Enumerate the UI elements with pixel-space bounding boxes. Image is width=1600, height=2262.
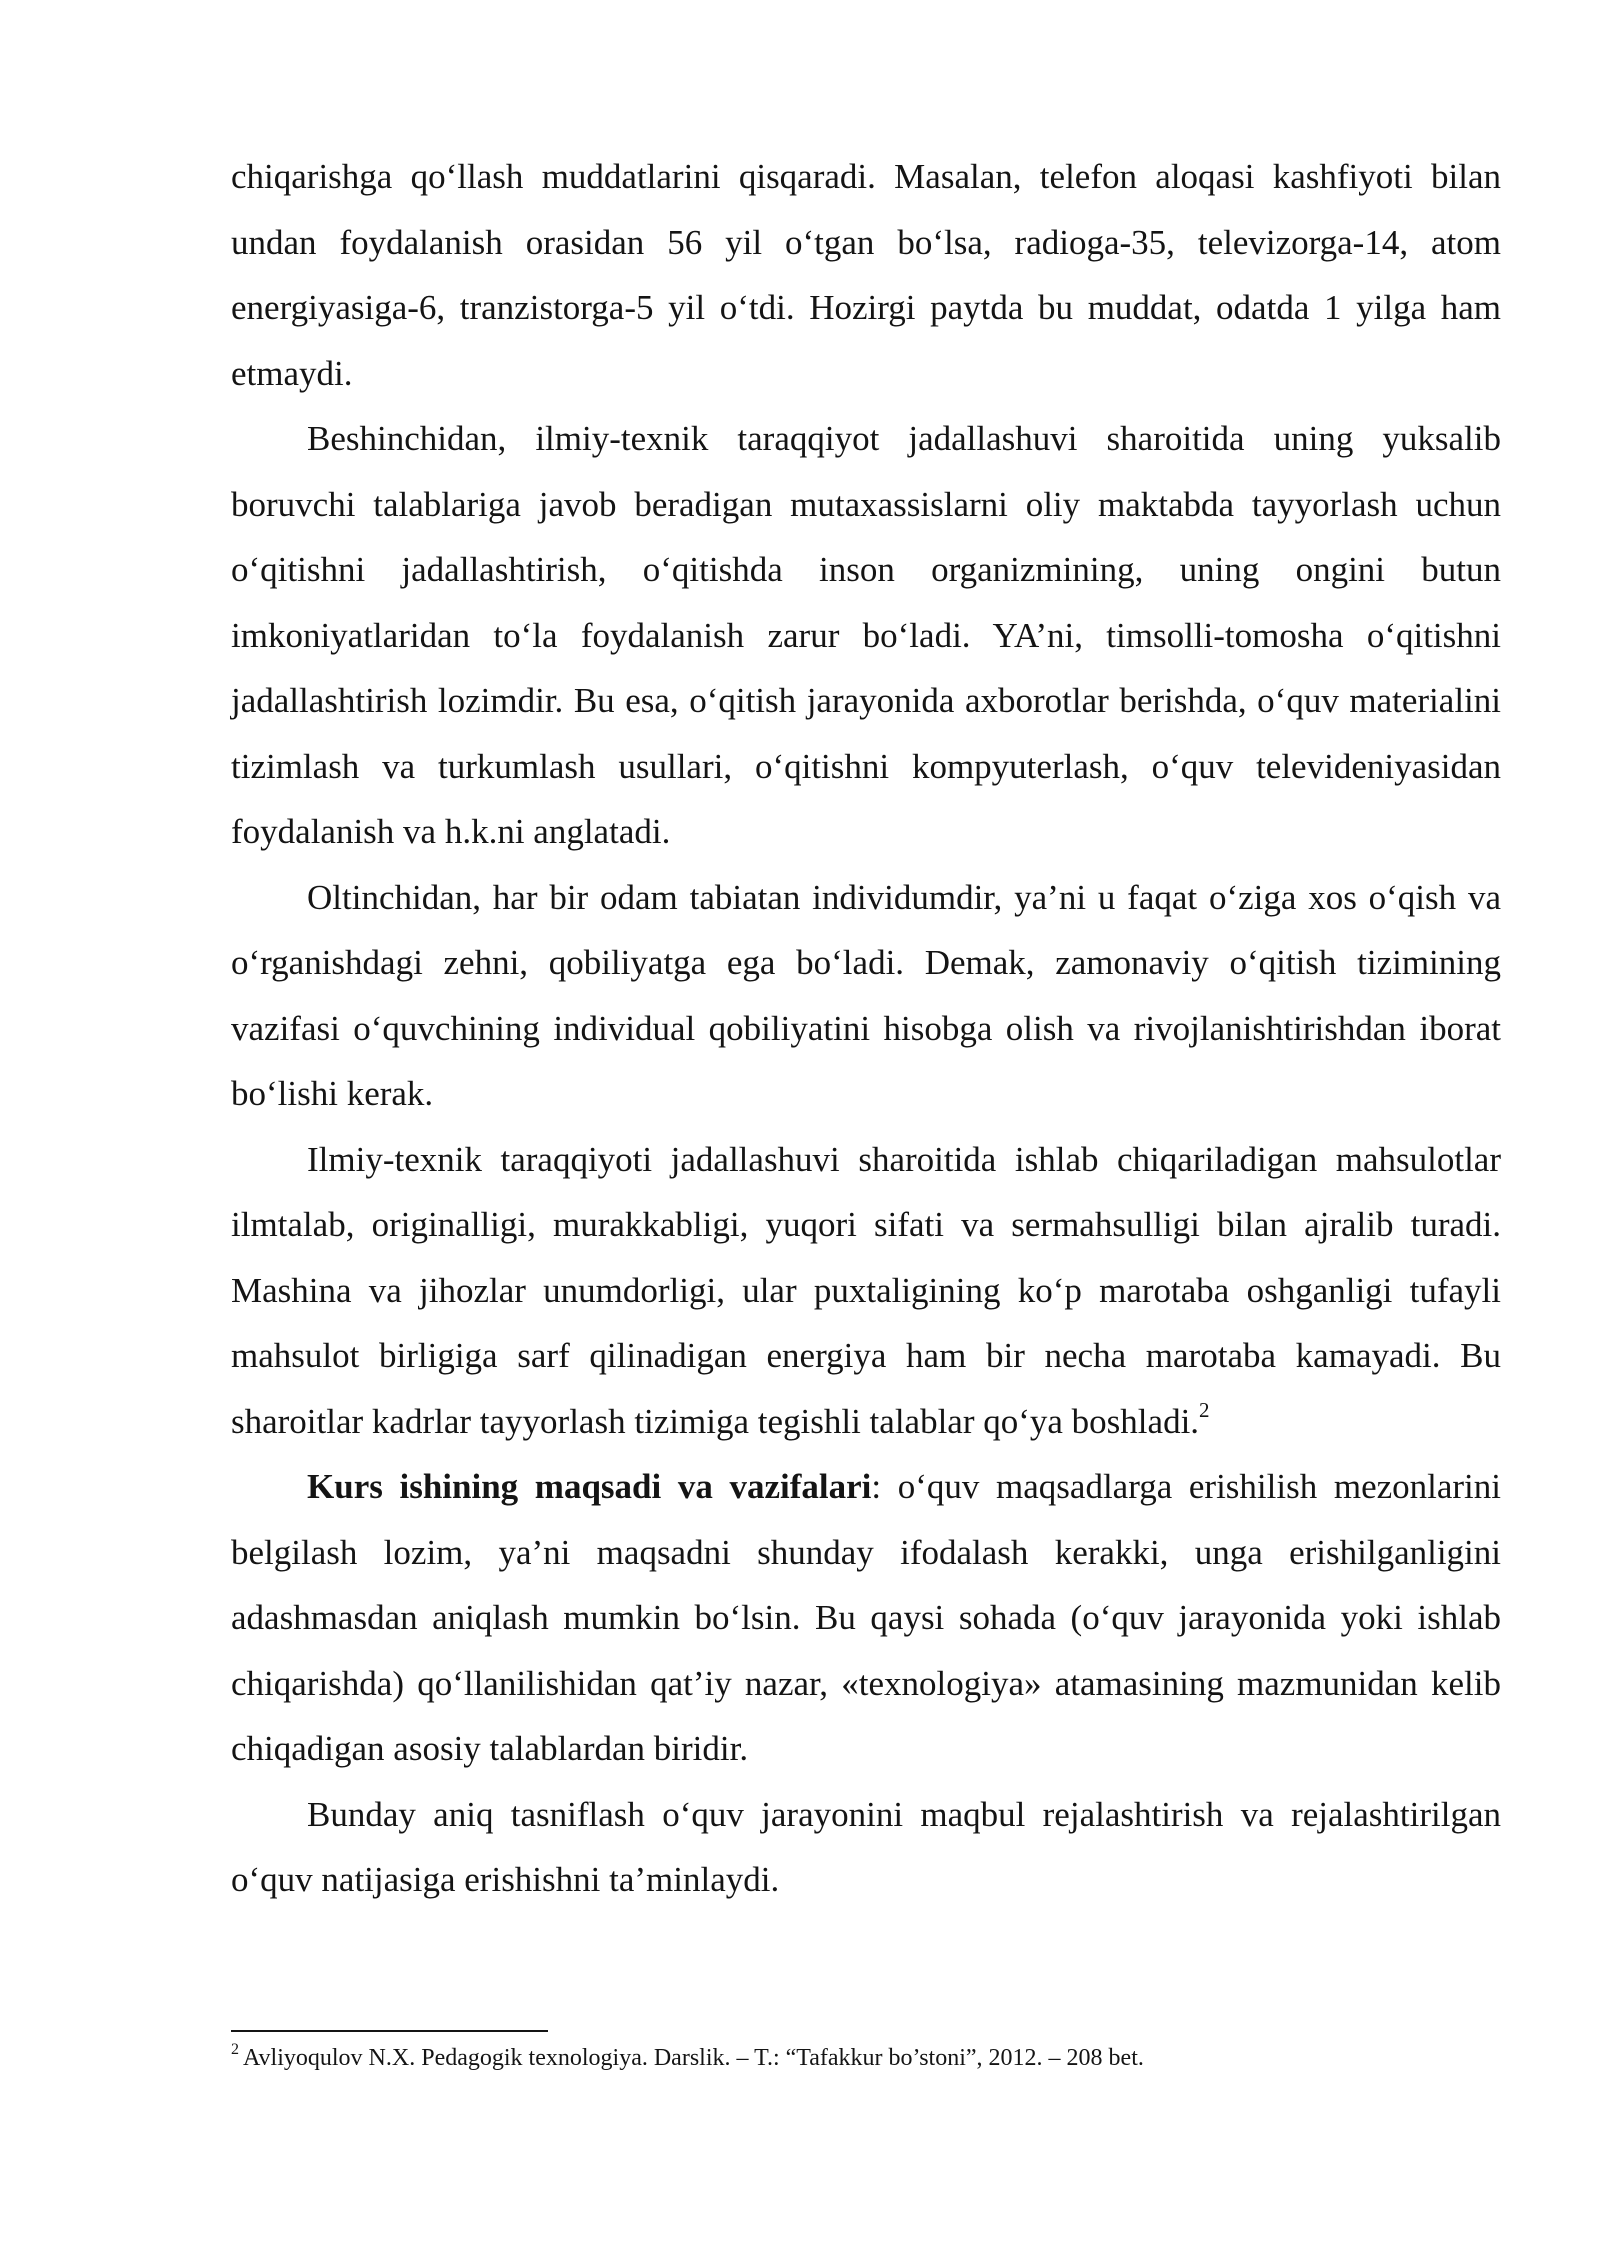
footnote-number: 2 [231, 2041, 239, 2058]
paragraph-text: chiqarishga qo‘llash muddatlarini qisqaradi. Masalan, telefon aloqasi kashfiyoti bilan undan foydalanish orasidan 56 yil o‘tgan bo‘lsa, radioga-35, televizorga-14, atom energiyasiga-6, tranzistorga-5 yil o‘tdi. Hozirgi paytda bu muddat, odatda 1 yilga ham etmaydi. [231, 157, 1501, 393]
paragraph-kurs-ishi [231, 1454, 1501, 1782]
footnote-area [231, 2030, 1501, 2074]
paragraph-text: Bunday aniq tasniflash o‘quv jarayonini maqbul rejalashtirish va rejalashtirilgan o‘quv natijasiga erishishni ta’minlaydi. [231, 1794, 1501, 1899]
paragraph-ilmiy-texnik [231, 1127, 1501, 1455]
footnote-reference[interactable]: 2 [1199, 1397, 1210, 1422]
paragraph-oltinchidan [231, 865, 1501, 1127]
footnote [231, 2042, 1501, 2074]
paragraph-lead: Beshinchidan, [307, 419, 507, 458]
footnote-text: Avliyoqulov N.X. Pedagogik texnologiya. Darslik. – T.: “Tafakkur bo’stoni”, 2012. – 208 bet. [243, 2045, 1144, 2071]
footnote-separator [231, 2030, 548, 2032]
paragraph-bold-heading: Kurs ishining maqsadi va vazifalari [307, 1467, 872, 1506]
paragraph-text: Oltinchidan, har bir odam tabiatan individumdir, ya’ni u faqat o‘ziga xos o‘qish va o‘rganishdagi zehni, qobiliyatga ega bo‘ladi. Demak, zamonaviy o‘qitish tizimining vazifasi o‘quvchining individual qobiliyatini hisobga olish va rivojlanishtirishdan iborat bo‘lishi kerak. [231, 877, 1501, 1113]
page-body [231, 144, 1501, 1913]
paragraph-bunday [231, 1782, 1501, 1913]
paragraph-text: : o‘quv maqsadlarga erishilish mezonlarini belgilash lozim, ya’ni maqsadni shunday ifodalash kerakki, unga erishilganligini adashmasdan aniqlash mumkin bo‘lsin. Bu qaysi sohada (o‘quv jarayonida yoki ishlab chiqarishda) qo‘llanilishidan qat’iy nazar, «texnologiya» atamasining mazmunidan kelib chiqadigan asosiy talablardan biridir. [231, 1467, 1501, 1768]
paragraph-text: Ilmiy-texnik taraqqiyoti jadallashuvi sharoitida ishlab chiqariladigan mahsulotlar ilmtalab, originalligi, murakkabligi, yuqori sifati va sermahsulligi bilan ajralib turadi. Mashina va jihozlar unumdorligi, ular puxtaligining ko‘p marotaba oshganligi tufayli mahsulot birligiga sarf qilinadigan energiya ham bir necha marotaba kamayadi. Bu sharoitlar kadrlar tayyorlash tizimiga tegishli talablar qo‘ya boshladi. [231, 1139, 1501, 1441]
paragraph-text: ilmiy-texnik taraqqiyot jadallashuvi sharoitida uning yuksalib boruvchi talablariga javob beradigan mutaxassislarni oliy maktabda tayyorlash uchun o‘qitishni jadallashtirish, o‘qitishda inson organizmining, uning ongini butun imkoniyatlaridan to‘la foydalanish zarur bo‘ladi. YA’ni, timsolli-tomosha o‘qitishni jadallashtirish lozimdir. Bu esa, o‘qitish jarayonida axborotlar berishda, o‘quv materialini tizimlash va turkumlash usullari, o‘qitishni kompyuterlash, o‘quv televideniyasidan foydalanish va h.k.ni anglatadi. [231, 419, 1501, 851]
paragraph-continuation [231, 144, 1501, 406]
paragraph-beshinchidan [231, 406, 1501, 865]
